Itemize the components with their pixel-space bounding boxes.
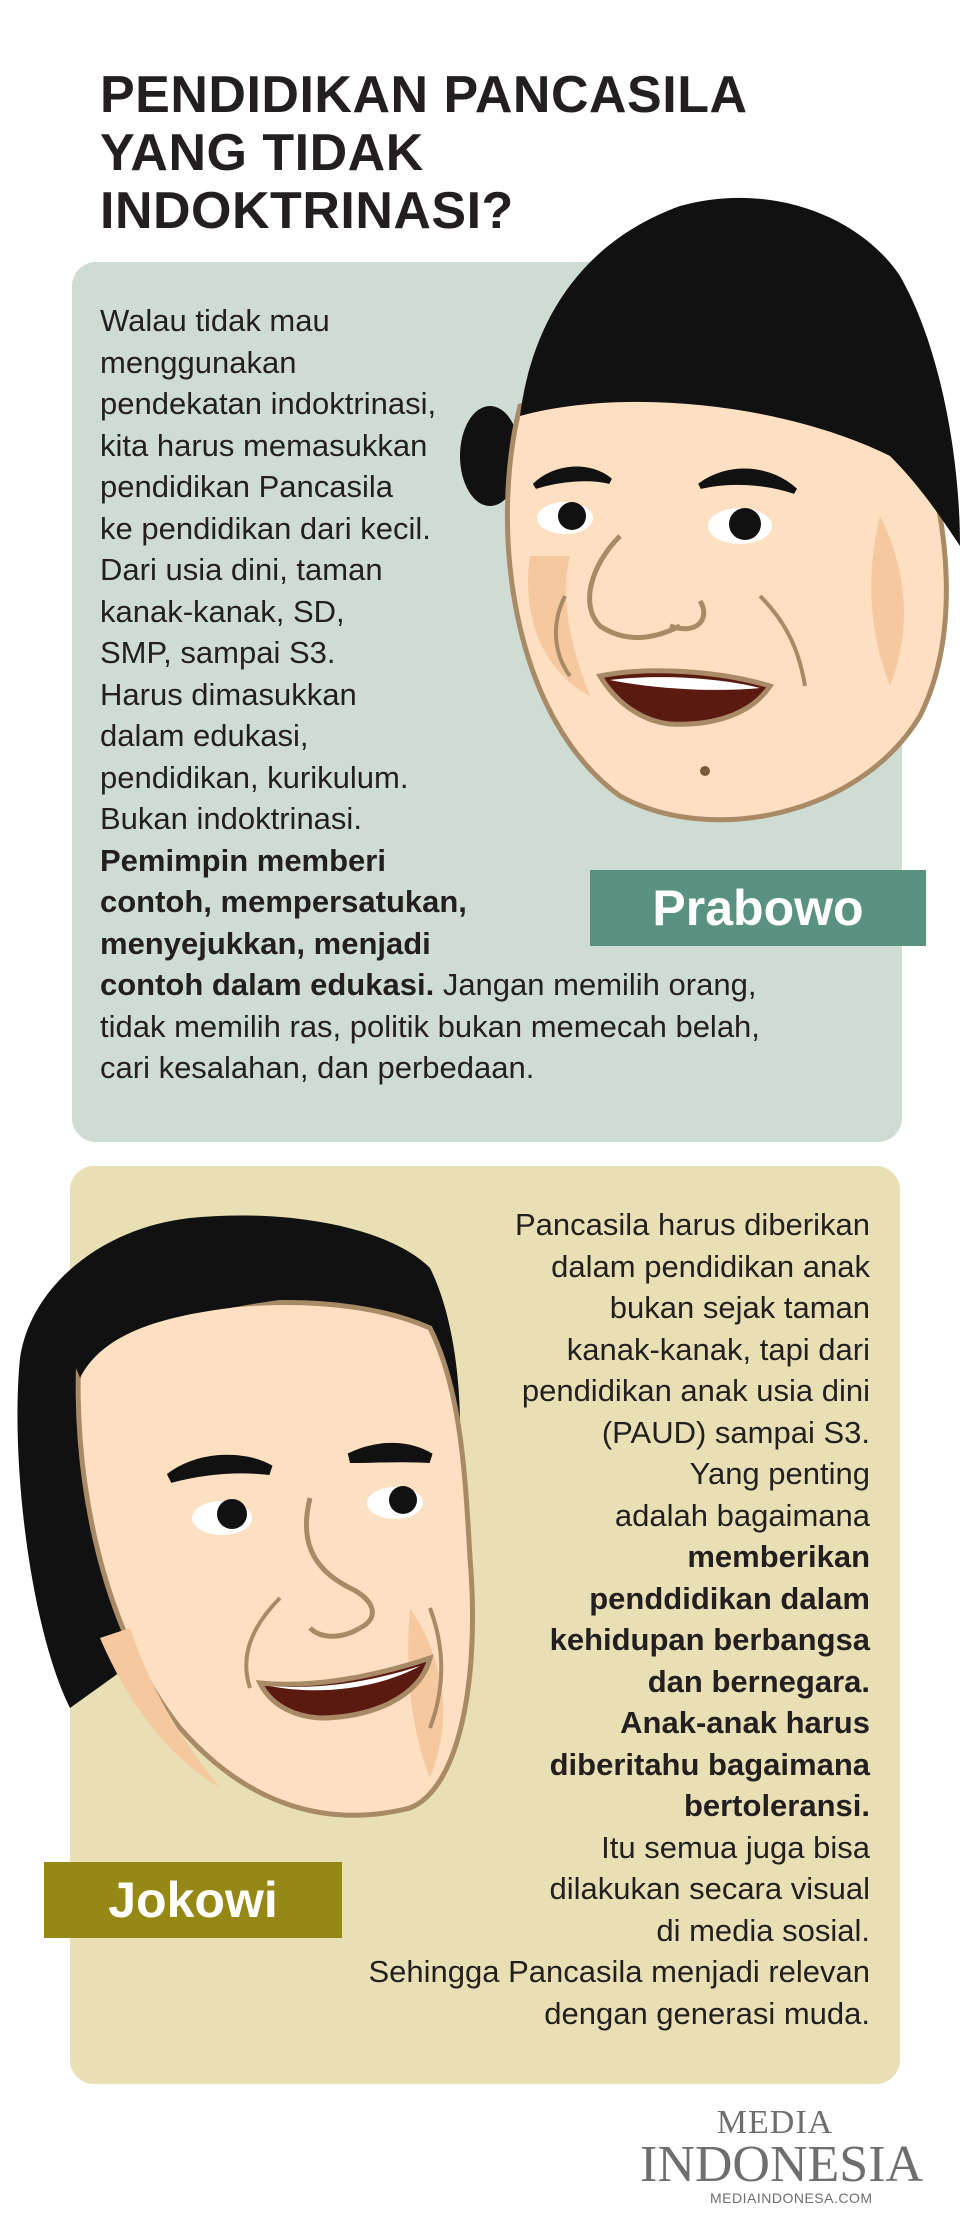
jokowi-bold-text: diberitahu bagaimana — [549, 1746, 870, 1782]
jokowi-quote-line: (PAUD) sampai S3. — [601, 1414, 870, 1450]
jokowi-quote-line: pendidikan anak usia dini — [521, 1373, 870, 1408]
logo-media-text: MEDIA — [716, 2104, 834, 2141]
prabowo-quote-line: Dari usia dini, taman — [100, 552, 383, 587]
prabowo-regular-text: Jangan memilih orang, — [434, 967, 757, 1002]
prabowo-quote-line: pendekatan indoktrinasi, — [100, 386, 437, 421]
prabowo-quote-line: SMP, sampai S3. — [100, 635, 336, 670]
jokowi-quote-line: Yang penting — [689, 1456, 870, 1491]
prabowo-quote-line: kanak-kanak, SD, — [100, 593, 345, 629]
jokowi-quote-line: kanak-kanak, tapi dari — [566, 1331, 870, 1367]
prabowo-quote-line: Walau tidak mau — [100, 303, 330, 338]
jokowi-quote-line: dengan generasi muda. — [544, 1995, 870, 2031]
jokowi-quote-line: dilakukan secara visual — [549, 1871, 870, 1906]
prabowo-quote-line: menggunakan — [100, 344, 297, 380]
prabowo-bold-text: contoh dalam edukasi. — [100, 967, 435, 1002]
prabowo-bold-text: Pemimpin memberi — [100, 842, 386, 878]
jokowi-name-badge: Jokowi — [44, 1862, 342, 1938]
prabowo-quote-line: pendidikan, kurikulum. — [100, 759, 409, 795]
jokowi-quote — [369, 1204, 871, 2034]
jokowi-quote-line: Itu semua juga bisa — [601, 1829, 870, 1865]
jokowi-quote-line: adalah bagaimana — [614, 1497, 870, 1533]
jokowi-bold-text: kehidupan berbangsa — [549, 1622, 870, 1657]
prabowo-quote-line: dalam edukasi, — [100, 718, 309, 753]
prabowo-bold-text: contoh, mempersatukan, — [100, 884, 467, 919]
jokowi-bold-text: Anak-anak harus — [620, 1705, 870, 1740]
jokowi-quote-line: dalam pendidikan anak — [551, 1248, 870, 1284]
jokowi-quote-bold-line — [369, 1661, 871, 1703]
prabowo-name-badge: Prabowo — [590, 870, 926, 946]
prabowo-quote-line: Bukan indoktrinasi. — [100, 801, 362, 836]
jokowi-bold-text: penddidikan dalam — [589, 1580, 870, 1616]
title-line-3: INDOKTRINASI? — [100, 182, 514, 240]
jokowi-quote-line: Pancasila harus diberikan — [515, 1207, 870, 1242]
prabowo-quote-line: tidak memilih ras, politik bukan memecah belah, — [100, 1008, 760, 1044]
jokowi-quote-bold-line — [369, 1619, 871, 1661]
prabowo-quote-mixed-line — [100, 964, 760, 1006]
jokowi-quote-line: bukan sejak taman — [609, 1290, 870, 1325]
jokowi-bold-text: dan bernegara. — [647, 1663, 870, 1699]
logo-url-text: MEDIAINDONESA.COM — [710, 2190, 873, 2206]
prabowo-quote-line: cari kesalahan, dan perbedaan. — [100, 1050, 535, 1085]
jokowi-quote-bold-line — [369, 1744, 871, 1786]
jokowi-bold-text: bertoleransi. — [683, 1788, 870, 1823]
prabowo-quote-line: Harus dimasukkan — [100, 676, 357, 712]
jokowi-quote-bold-line — [369, 1785, 871, 1827]
jokowi-quote-line: di media sosial. — [656, 1912, 870, 1948]
logo-indonesia-text: INDONESIA — [640, 2136, 924, 2193]
title-line-1: PENDIDIKAN PANCASILA — [100, 66, 748, 124]
media-indonesia-logo — [640, 2104, 924, 2206]
jokowi-quote-bold-line — [369, 1536, 871, 1578]
jokowi-quote-line: Sehingga Pancasila menjadi relevan — [368, 1954, 870, 1989]
prabowo-caricature — [460, 196, 960, 856]
jokowi-quote-bold-line — [369, 1702, 871, 1744]
jokowi-quote-bold-line — [369, 1578, 871, 1620]
jokowi-bold-text: memberikan — [687, 1539, 870, 1574]
prabowo-quote-line: pendidikan Pancasila — [100, 469, 393, 504]
title-line-2: YANG TIDAK — [100, 124, 424, 182]
prabowo-quote-line: kita harus memasukkan — [100, 427, 428, 463]
prabowo-quote-line: ke pendidikan dari kecil. — [100, 510, 431, 546]
prabowo-bold-text: menyejukkan, menjadi — [100, 925, 431, 961]
